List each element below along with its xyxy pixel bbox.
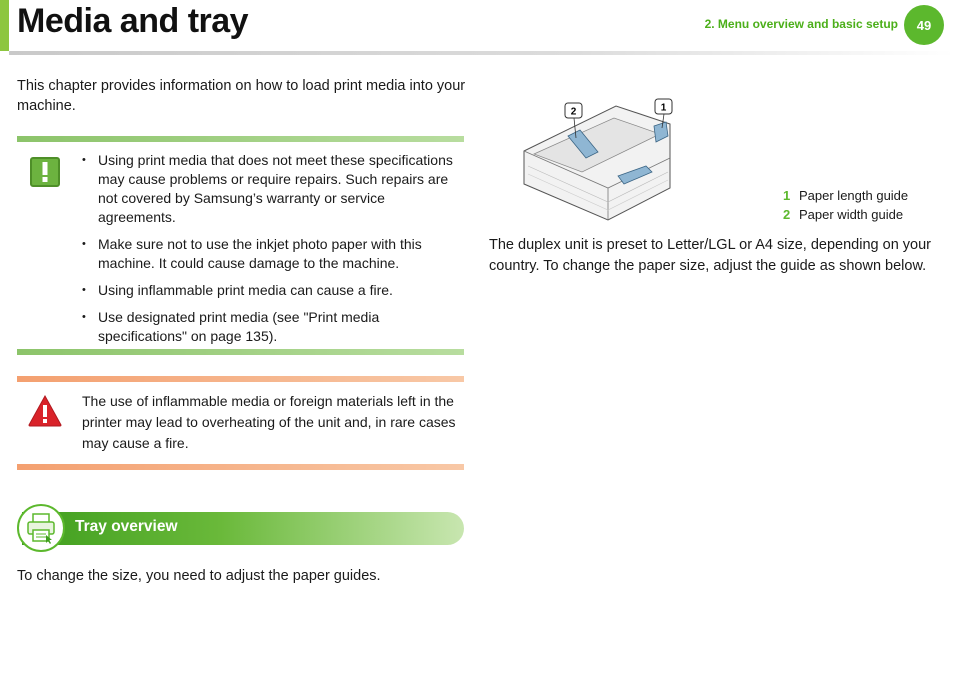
section-title: Tray overview — [75, 518, 178, 535]
intro-paragraph: This chapter provides information on how to load print media into your machine. — [17, 78, 466, 114]
page-title: Media and tray — [17, 2, 249, 40]
note-top-band — [17, 136, 464, 142]
legend-number: 1 — [783, 188, 791, 203]
right-paragraph: The duplex unit is preset to Letter/LGL or A4 size, depending on your country. To change the paper size, adjust the guide as shown below. — [489, 237, 931, 274]
legend-item — [783, 188, 908, 203]
callout-label: 1 — [660, 102, 667, 114]
note-bottom-band — [17, 349, 464, 355]
legend-item — [783, 207, 903, 222]
body-paragraph: To change the size, you need to adjust the paper guides. — [17, 568, 381, 584]
callout-1 — [655, 99, 672, 114]
title-divider — [9, 51, 954, 55]
warning-bottom-band — [17, 464, 464, 470]
note-item: • Using print media that does not meet these specifications may cause problems or require repairs. Such repairs are not covered by Samsung’s warranty or service agreements. — [82, 151, 464, 227]
tray-illustration — [520, 96, 690, 226]
legend-label: Paper width guide — [799, 207, 904, 222]
legend-number: 2 — [783, 207, 791, 222]
warning-top-band — [17, 376, 464, 382]
chapter-breadcrumb[interactable]: 2. Menu overview and basic setup — [704, 17, 898, 31]
page-number-badge: 49 — [904, 5, 944, 45]
legend-label: Paper length guide — [799, 188, 909, 203]
note-item: • Using inflammable print media can cause a fire. — [82, 281, 464, 300]
header-accent-bar — [0, 0, 9, 51]
callout-label: 2 — [570, 106, 577, 118]
exclamation-icon — [30, 157, 60, 187]
warning-text: The use of inflammable media or foreign materials left in the printer may lead to overheating of the unit and, in rare cases may cause a fire. — [82, 393, 456, 451]
note-list — [82, 151, 464, 354]
note-item: • Make sure not to use the inkjet photo paper with this machine. It could cause damage to the machine. — [82, 235, 464, 273]
exclamation-glyph — [41, 162, 49, 182]
warning-triangle-icon — [28, 395, 62, 427]
printer-glyph — [24, 511, 58, 545]
callout-2 — [565, 103, 582, 118]
printer-icon — [17, 504, 65, 552]
note-item: • Use designated print media (see "Print media specifications" on page 135). — [82, 308, 464, 346]
